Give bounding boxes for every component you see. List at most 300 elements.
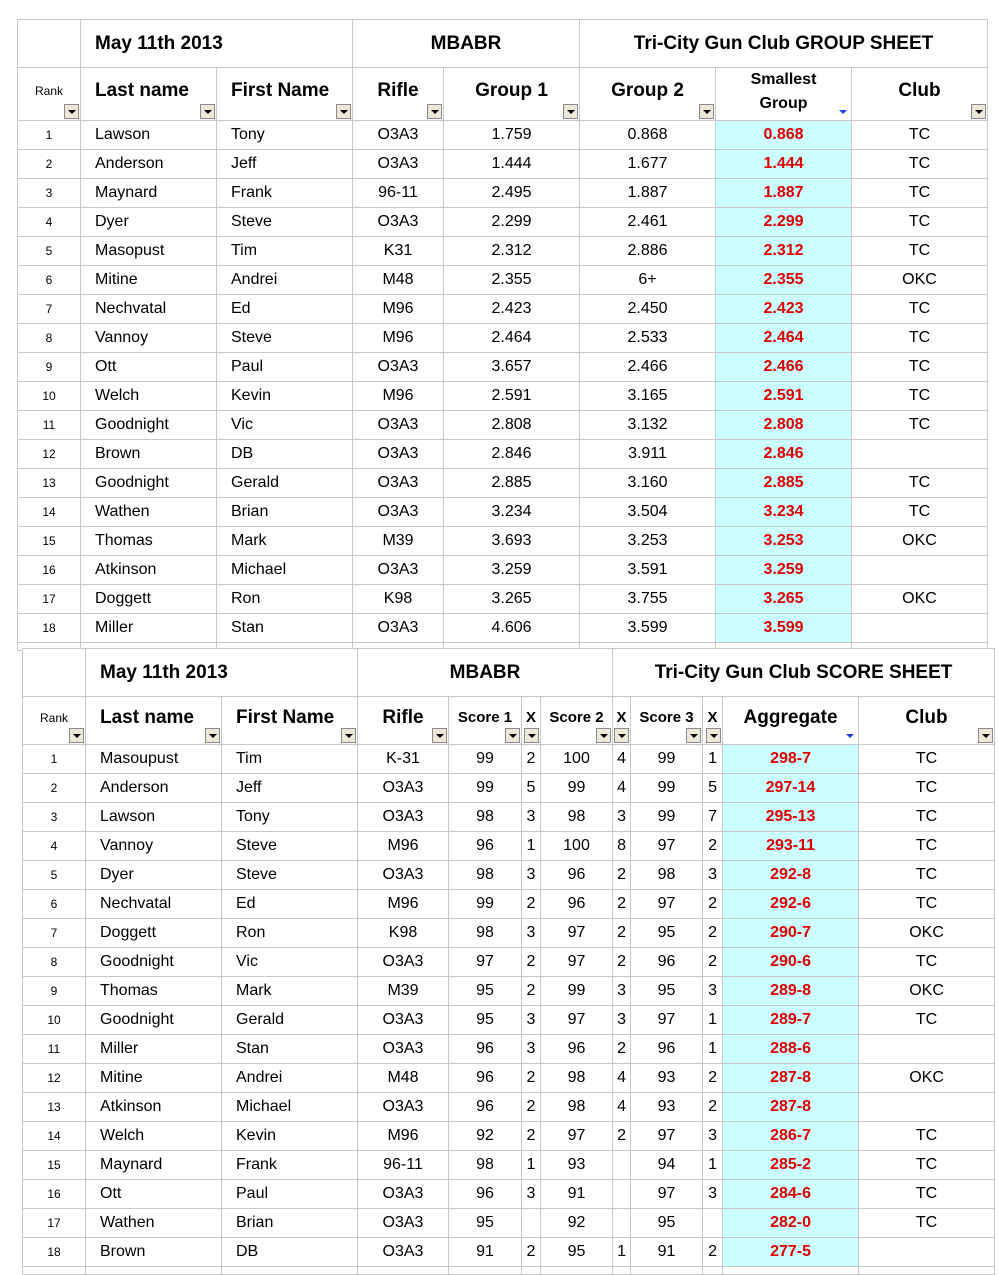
score3-cell[interactable]: 91: [631, 1238, 703, 1267]
score2-cell[interactable]: 96: [541, 1035, 613, 1064]
first-name-cell[interactable]: Stan: [217, 614, 353, 643]
filter-dropdown-icon[interactable]: [614, 728, 629, 743]
filter-dropdown-icon[interactable]: [563, 104, 578, 119]
x3-cell[interactable]: 1: [703, 745, 723, 774]
score2-cell[interactable]: 99: [541, 774, 613, 803]
group2-cell[interactable]: 2.533: [580, 324, 716, 353]
x1-cell[interactable]: 2: [522, 1122, 541, 1151]
rifle-cell[interactable]: M96: [353, 382, 444, 411]
rifle-cell[interactable]: M96: [353, 295, 444, 324]
first-name-cell[interactable]: Michael: [217, 556, 353, 585]
group2-cell[interactable]: 2.461: [580, 208, 716, 237]
last-name-cell[interactable]: Ott: [86, 1180, 222, 1209]
score1-cell[interactable]: 96: [449, 1064, 522, 1093]
score3-cell[interactable]: 97: [631, 1180, 703, 1209]
group2-cell[interactable]: 6+: [580, 266, 716, 295]
first-name-cell[interactable]: Gerald: [217, 469, 353, 498]
smallest-group-cell[interactable]: 1.887: [716, 179, 852, 208]
first-name-cell[interactable]: Kevin: [222, 1122, 358, 1151]
aggregate-cell[interactable]: 287-8: [723, 1064, 859, 1093]
x1-cell[interactable]: 1: [522, 832, 541, 861]
last-name-cell[interactable]: Masoupust: [86, 745, 222, 774]
x2-cell[interactable]: [613, 1151, 631, 1180]
last-name-cell[interactable]: Wathen: [81, 498, 217, 527]
group2-cell[interactable]: 3.591: [580, 556, 716, 585]
last-name-cell[interactable]: Lawson: [86, 803, 222, 832]
aggregate-cell[interactable]: 295-13: [723, 803, 859, 832]
club-cell[interactable]: OKC: [859, 1064, 995, 1093]
club-cell[interactable]: [859, 1238, 995, 1267]
rank-cell[interactable]: 12: [23, 1064, 86, 1093]
filter-dropdown-icon[interactable]: [341, 728, 356, 743]
first-name-cell[interactable]: Mark: [217, 527, 353, 556]
score2-cell[interactable]: 97: [541, 919, 613, 948]
first-name-cell[interactable]: Ed: [217, 295, 353, 324]
rank-cell[interactable]: 8: [23, 948, 86, 977]
filter-dropdown-icon[interactable]: [505, 728, 520, 743]
score3-cell[interactable]: 93: [631, 1093, 703, 1122]
group2-cell[interactable]: 3.599: [580, 614, 716, 643]
club-cell[interactable]: TC: [859, 890, 995, 919]
first-name-cell[interactable]: Vic: [222, 948, 358, 977]
score3-cell[interactable]: 95: [631, 1209, 703, 1238]
score1-cell[interactable]: 99: [449, 890, 522, 919]
rifle-cell[interactable]: O3A3: [353, 208, 444, 237]
rank-cell[interactable]: 5: [18, 237, 81, 266]
score1-cell[interactable]: 92: [449, 1122, 522, 1151]
x2-cell[interactable]: 4: [613, 745, 631, 774]
filter-dropdown-icon[interactable]: [706, 728, 721, 743]
rifle-cell[interactable]: M96: [353, 324, 444, 353]
rank-cell[interactable]: 10: [18, 382, 81, 411]
rifle-cell[interactable]: O3A3: [353, 150, 444, 179]
rank-cell[interactable]: 15: [23, 1151, 86, 1180]
club-cell[interactable]: TC: [852, 150, 988, 179]
x1-cell[interactable]: 2: [522, 890, 541, 919]
first-name-cell[interactable]: Stan: [222, 1035, 358, 1064]
x3-cell[interactable]: 1: [703, 1035, 723, 1064]
x3-cell[interactable]: 2: [703, 890, 723, 919]
score2-cell[interactable]: 98: [541, 803, 613, 832]
rifle-cell[interactable]: O3A3: [358, 1238, 449, 1267]
last-name-cell[interactable]: Doggett: [81, 585, 217, 614]
x3-cell[interactable]: 3: [703, 861, 723, 890]
x1-cell[interactable]: 3: [522, 1035, 541, 1064]
x1-cell[interactable]: 2: [522, 1064, 541, 1093]
score2-cell[interactable]: 91: [541, 1180, 613, 1209]
club-cell[interactable]: TC: [859, 1209, 995, 1238]
group2-cell[interactable]: 2.450: [580, 295, 716, 324]
rifle-cell[interactable]: O3A3: [353, 614, 444, 643]
filter-dropdown-icon[interactable]: [205, 728, 220, 743]
smallest-group-cell[interactable]: 3.234: [716, 498, 852, 527]
filter-dropdown-icon[interactable]: [699, 104, 714, 119]
aggregate-cell[interactable]: 292-8: [723, 861, 859, 890]
club-cell[interactable]: TC: [852, 237, 988, 266]
x2-cell[interactable]: 4: [613, 1093, 631, 1122]
club-cell[interactable]: TC: [859, 1180, 995, 1209]
score2-cell[interactable]: 92: [541, 1209, 613, 1238]
x1-cell[interactable]: 3: [522, 1180, 541, 1209]
group2-cell[interactable]: 3.911: [580, 440, 716, 469]
score2-cell[interactable]: 95: [541, 1238, 613, 1267]
smallest-group-cell[interactable]: 3.259: [716, 556, 852, 585]
score2-cell[interactable]: 96: [541, 890, 613, 919]
club-cell[interactable]: TC: [859, 774, 995, 803]
rank-cell[interactable]: 1: [18, 121, 81, 150]
group2-cell[interactable]: 3.755: [580, 585, 716, 614]
score3-cell[interactable]: 98: [631, 861, 703, 890]
first-name-cell[interactable]: Vic: [217, 411, 353, 440]
rank-cell[interactable]: 3: [23, 803, 86, 832]
last-name-cell[interactable]: Goodnight: [86, 948, 222, 977]
rank-cell[interactable]: 16: [18, 556, 81, 585]
rank-cell[interactable]: 14: [18, 498, 81, 527]
x3-cell[interactable]: 2: [703, 919, 723, 948]
x2-cell[interactable]: 2: [613, 1122, 631, 1151]
group2-cell[interactable]: 3.504: [580, 498, 716, 527]
sort-descending-icon[interactable]: [842, 728, 857, 743]
last-name-cell[interactable]: Vannoy: [81, 324, 217, 353]
group1-cell[interactable]: 4.606: [444, 614, 580, 643]
score1-cell[interactable]: 96: [449, 1035, 522, 1064]
group1-cell[interactable]: 2.495: [444, 179, 580, 208]
rifle-cell[interactable]: K98: [353, 585, 444, 614]
x3-cell[interactable]: 5: [703, 774, 723, 803]
score1-cell[interactable]: 99: [449, 774, 522, 803]
x1-cell[interactable]: 3: [522, 803, 541, 832]
group2-cell[interactable]: 3.165: [580, 382, 716, 411]
club-cell[interactable]: TC: [852, 295, 988, 324]
score1-cell[interactable]: 98: [449, 1151, 522, 1180]
last-name-cell[interactable]: Mitine: [86, 1064, 222, 1093]
score1-cell[interactable]: 96: [449, 1093, 522, 1122]
group1-cell[interactable]: 1.759: [444, 121, 580, 150]
club-cell[interactable]: TC: [859, 1006, 995, 1035]
last-name-cell[interactable]: Brown: [86, 1238, 222, 1267]
group1-cell[interactable]: 3.693: [444, 527, 580, 556]
first-name-cell[interactable]: Tony: [217, 121, 353, 150]
rank-cell[interactable]: 6: [18, 266, 81, 295]
last-name-cell[interactable]: Atkinson: [81, 556, 217, 585]
x2-cell[interactable]: 2: [613, 948, 631, 977]
score1-cell[interactable]: 97: [449, 948, 522, 977]
rifle-cell[interactable]: O3A3: [358, 948, 449, 977]
group1-cell[interactable]: 2.312: [444, 237, 580, 266]
rifle-cell[interactable]: O3A3: [353, 469, 444, 498]
first-name-cell[interactable]: Frank: [217, 179, 353, 208]
aggregate-cell[interactable]: 292-6: [723, 890, 859, 919]
smallest-group-cell[interactable]: 2.846: [716, 440, 852, 469]
x2-cell[interactable]: 1: [613, 1238, 631, 1267]
last-name-cell[interactable]: Anderson: [86, 774, 222, 803]
group1-cell[interactable]: 2.299: [444, 208, 580, 237]
club-cell[interactable]: TC: [859, 861, 995, 890]
x1-cell[interactable]: 1: [522, 1151, 541, 1180]
last-name-cell[interactable]: Goodnight: [86, 1006, 222, 1035]
aggregate-cell[interactable]: 289-8: [723, 977, 859, 1006]
rifle-cell[interactable]: M39: [353, 527, 444, 556]
rank-cell[interactable]: 18: [23, 1238, 86, 1267]
x1-cell[interactable]: 2: [522, 745, 541, 774]
sort-descending-icon[interactable]: [835, 104, 850, 119]
first-name-cell[interactable]: Steve: [217, 324, 353, 353]
filter-dropdown-icon[interactable]: [978, 728, 993, 743]
score1-cell[interactable]: 96: [449, 832, 522, 861]
group1-cell[interactable]: 2.355: [444, 266, 580, 295]
score1-cell[interactable]: 96: [449, 1180, 522, 1209]
filter-dropdown-icon[interactable]: [686, 728, 701, 743]
rifle-cell[interactable]: M48: [353, 266, 444, 295]
first-name-cell[interactable]: Andrei: [222, 1064, 358, 1093]
club-cell[interactable]: [859, 1093, 995, 1122]
first-name-cell[interactable]: DB: [222, 1238, 358, 1267]
club-cell[interactable]: [859, 1035, 995, 1064]
first-name-cell[interactable]: Andrei: [217, 266, 353, 295]
last-name-cell[interactable]: Wathen: [86, 1209, 222, 1238]
group1-cell[interactable]: 2.885: [444, 469, 580, 498]
x3-cell[interactable]: 2: [703, 1238, 723, 1267]
filter-dropdown-icon[interactable]: [524, 728, 539, 743]
score1-cell[interactable]: 98: [449, 803, 522, 832]
score2-cell[interactable]: 97: [541, 1122, 613, 1151]
x3-cell[interactable]: 3: [703, 1122, 723, 1151]
x3-cell[interactable]: 1: [703, 1151, 723, 1180]
score3-cell[interactable]: 94: [631, 1151, 703, 1180]
first-name-cell[interactable]: Steve: [222, 861, 358, 890]
x2-cell[interactable]: [613, 1180, 631, 1209]
club-cell[interactable]: OKC: [859, 977, 995, 1006]
first-name-cell[interactable]: Michael: [222, 1093, 358, 1122]
rifle-cell[interactable]: O3A3: [358, 803, 449, 832]
smallest-group-cell[interactable]: 2.591: [716, 382, 852, 411]
rifle-cell[interactable]: O3A3: [358, 861, 449, 890]
x2-cell[interactable]: 3: [613, 977, 631, 1006]
last-name-cell[interactable]: Maynard: [86, 1151, 222, 1180]
x3-cell[interactable]: 2: [703, 1064, 723, 1093]
rifle-cell[interactable]: M96: [358, 890, 449, 919]
group1-cell[interactable]: 3.657: [444, 353, 580, 382]
rank-cell[interactable]: 3: [18, 179, 81, 208]
first-name-cell[interactable]: Kevin: [217, 382, 353, 411]
club-cell[interactable]: TC: [852, 411, 988, 440]
first-name-cell[interactable]: Paul: [217, 353, 353, 382]
rifle-cell[interactable]: M39: [358, 977, 449, 1006]
score2-cell[interactable]: 97: [541, 948, 613, 977]
rank-cell[interactable]: 10: [23, 1006, 86, 1035]
x3-cell[interactable]: [703, 1209, 723, 1238]
x1-cell[interactable]: 2: [522, 977, 541, 1006]
score1-cell[interactable]: 91: [449, 1238, 522, 1267]
rifle-cell[interactable]: O3A3: [358, 1180, 449, 1209]
score3-cell[interactable]: 93: [631, 1064, 703, 1093]
x1-cell[interactable]: 2: [522, 1238, 541, 1267]
group1-cell[interactable]: 2.846: [444, 440, 580, 469]
smallest-group-cell[interactable]: 2.808: [716, 411, 852, 440]
rank-cell[interactable]: 14: [23, 1122, 86, 1151]
rank-cell[interactable]: 7: [18, 295, 81, 324]
group1-cell[interactable]: 1.444: [444, 150, 580, 179]
rifle-cell[interactable]: 96-11: [358, 1151, 449, 1180]
aggregate-cell[interactable]: 290-7: [723, 919, 859, 948]
smallest-group-cell[interactable]: 3.253: [716, 527, 852, 556]
aggregate-cell[interactable]: 286-7: [723, 1122, 859, 1151]
score3-cell[interactable]: 97: [631, 1006, 703, 1035]
x3-cell[interactable]: 2: [703, 1093, 723, 1122]
rifle-cell[interactable]: O3A3: [353, 556, 444, 585]
group1-cell[interactable]: 2.591: [444, 382, 580, 411]
aggregate-cell[interactable]: 293-11: [723, 832, 859, 861]
rank-cell[interactable]: 1: [23, 745, 86, 774]
club-cell[interactable]: TC: [852, 208, 988, 237]
club-cell[interactable]: [852, 614, 988, 643]
club-cell[interactable]: TC: [859, 745, 995, 774]
last-name-cell[interactable]: Doggett: [86, 919, 222, 948]
first-name-cell[interactable]: Paul: [222, 1180, 358, 1209]
group1-cell[interactable]: 2.464: [444, 324, 580, 353]
smallest-group-cell[interactable]: 2.423: [716, 295, 852, 324]
score1-cell[interactable]: 95: [449, 1006, 522, 1035]
first-name-cell[interactable]: Ron: [222, 919, 358, 948]
rifle-cell[interactable]: O3A3: [353, 411, 444, 440]
filter-dropdown-icon[interactable]: [200, 104, 215, 119]
last-name-cell[interactable]: Dyer: [86, 861, 222, 890]
club-cell[interactable]: TC: [859, 948, 995, 977]
aggregate-cell[interactable]: 288-6: [723, 1035, 859, 1064]
club-cell[interactable]: TC: [859, 1122, 995, 1151]
x2-cell[interactable]: 4: [613, 774, 631, 803]
rank-cell[interactable]: 5: [23, 861, 86, 890]
first-name-cell[interactable]: Gerald: [222, 1006, 358, 1035]
x3-cell[interactable]: 2: [703, 832, 723, 861]
x1-cell[interactable]: 3: [522, 919, 541, 948]
last-name-cell[interactable]: Miller: [81, 614, 217, 643]
rifle-cell[interactable]: O3A3: [353, 121, 444, 150]
x2-cell[interactable]: [613, 1209, 631, 1238]
aggregate-cell[interactable]: 285-2: [723, 1151, 859, 1180]
rifle-cell[interactable]: O3A3: [358, 1209, 449, 1238]
x1-cell[interactable]: 3: [522, 1006, 541, 1035]
group2-cell[interactable]: 3.132: [580, 411, 716, 440]
score3-cell[interactable]: 97: [631, 890, 703, 919]
last-name-cell[interactable]: Welch: [86, 1122, 222, 1151]
club-cell[interactable]: OKC: [859, 919, 995, 948]
first-name-cell[interactable]: Tim: [217, 237, 353, 266]
smallest-group-cell[interactable]: 3.265: [716, 585, 852, 614]
smallest-group-cell[interactable]: 2.299: [716, 208, 852, 237]
aggregate-cell[interactable]: 298-7: [723, 745, 859, 774]
last-name-cell[interactable]: Nechvatal: [81, 295, 217, 324]
rank-cell[interactable]: 9: [18, 353, 81, 382]
rank-cell[interactable]: 2: [18, 150, 81, 179]
score2-cell[interactable]: 98: [541, 1093, 613, 1122]
group2-cell[interactable]: 1.677: [580, 150, 716, 179]
rank-cell[interactable]: 12: [18, 440, 81, 469]
rifle-cell[interactable]: M48: [358, 1064, 449, 1093]
score2-cell[interactable]: 98: [541, 1064, 613, 1093]
rank-cell[interactable]: 9: [23, 977, 86, 1006]
x2-cell[interactable]: 2: [613, 1035, 631, 1064]
rank-cell[interactable]: 4: [18, 208, 81, 237]
rank-cell[interactable]: 2: [23, 774, 86, 803]
rifle-cell[interactable]: O3A3: [358, 1035, 449, 1064]
last-name-cell[interactable]: Thomas: [86, 977, 222, 1006]
last-name-cell[interactable]: Lawson: [81, 121, 217, 150]
score3-cell[interactable]: 99: [631, 774, 703, 803]
score2-cell[interactable]: 99: [541, 977, 613, 1006]
rank-cell[interactable]: 15: [18, 527, 81, 556]
club-cell[interactable]: TC: [852, 121, 988, 150]
x1-cell[interactable]: 2: [522, 1093, 541, 1122]
score1-cell[interactable]: 98: [449, 919, 522, 948]
group1-cell[interactable]: 3.234: [444, 498, 580, 527]
smallest-group-cell[interactable]: 1.444: [716, 150, 852, 179]
club-cell[interactable]: [852, 556, 988, 585]
x3-cell[interactable]: 7: [703, 803, 723, 832]
aggregate-cell[interactable]: 277-5: [723, 1238, 859, 1267]
first-name-cell[interactable]: Steve: [217, 208, 353, 237]
x1-cell[interactable]: [522, 1209, 541, 1238]
x2-cell[interactable]: 3: [613, 803, 631, 832]
rank-cell[interactable]: 17: [23, 1209, 86, 1238]
x1-cell[interactable]: 2: [522, 948, 541, 977]
first-name-cell[interactable]: Ron: [217, 585, 353, 614]
score1-cell[interactable]: 95: [449, 977, 522, 1006]
rifle-cell[interactable]: M96: [358, 832, 449, 861]
club-cell[interactable]: TC: [852, 179, 988, 208]
score2-cell[interactable]: 96: [541, 861, 613, 890]
rifle-cell[interactable]: O3A3: [358, 1093, 449, 1122]
aggregate-cell[interactable]: 287-8: [723, 1093, 859, 1122]
x2-cell[interactable]: 2: [613, 890, 631, 919]
club-cell[interactable]: TC: [859, 1151, 995, 1180]
first-name-cell[interactable]: Brian: [217, 498, 353, 527]
rifle-cell[interactable]: O3A3: [358, 774, 449, 803]
rank-cell[interactable]: 13: [18, 469, 81, 498]
club-cell[interactable]: OKC: [852, 527, 988, 556]
first-name-cell[interactable]: Tony: [222, 803, 358, 832]
group1-cell[interactable]: 2.808: [444, 411, 580, 440]
rifle-cell[interactable]: O3A3: [358, 1006, 449, 1035]
rank-cell[interactable]: 11: [23, 1035, 86, 1064]
rank-cell[interactable]: 13: [23, 1093, 86, 1122]
club-cell[interactable]: TC: [852, 469, 988, 498]
last-name-cell[interactable]: Ott: [81, 353, 217, 382]
group2-cell[interactable]: 1.887: [580, 179, 716, 208]
smallest-group-cell[interactable]: 2.885: [716, 469, 852, 498]
filter-dropdown-icon[interactable]: [971, 104, 986, 119]
club-cell[interactable]: OKC: [852, 585, 988, 614]
group2-cell[interactable]: 2.886: [580, 237, 716, 266]
rifle-cell[interactable]: K98: [358, 919, 449, 948]
x3-cell[interactable]: 3: [703, 977, 723, 1006]
x2-cell[interactable]: 3: [613, 1006, 631, 1035]
last-name-cell[interactable]: Dyer: [81, 208, 217, 237]
x2-cell[interactable]: 2: [613, 919, 631, 948]
first-name-cell[interactable]: Ed: [222, 890, 358, 919]
group1-cell[interactable]: 3.259: [444, 556, 580, 585]
rank-cell[interactable]: 6: [23, 890, 86, 919]
rank-cell[interactable]: 4: [23, 832, 86, 861]
group2-cell[interactable]: 0.868: [580, 121, 716, 150]
filter-dropdown-icon[interactable]: [432, 728, 447, 743]
rank-cell[interactable]: 7: [23, 919, 86, 948]
first-name-cell[interactable]: DB: [217, 440, 353, 469]
score1-cell[interactable]: 95: [449, 1209, 522, 1238]
x3-cell[interactable]: 1: [703, 1006, 723, 1035]
first-name-cell[interactable]: Frank: [222, 1151, 358, 1180]
last-name-cell[interactable]: Goodnight: [81, 469, 217, 498]
